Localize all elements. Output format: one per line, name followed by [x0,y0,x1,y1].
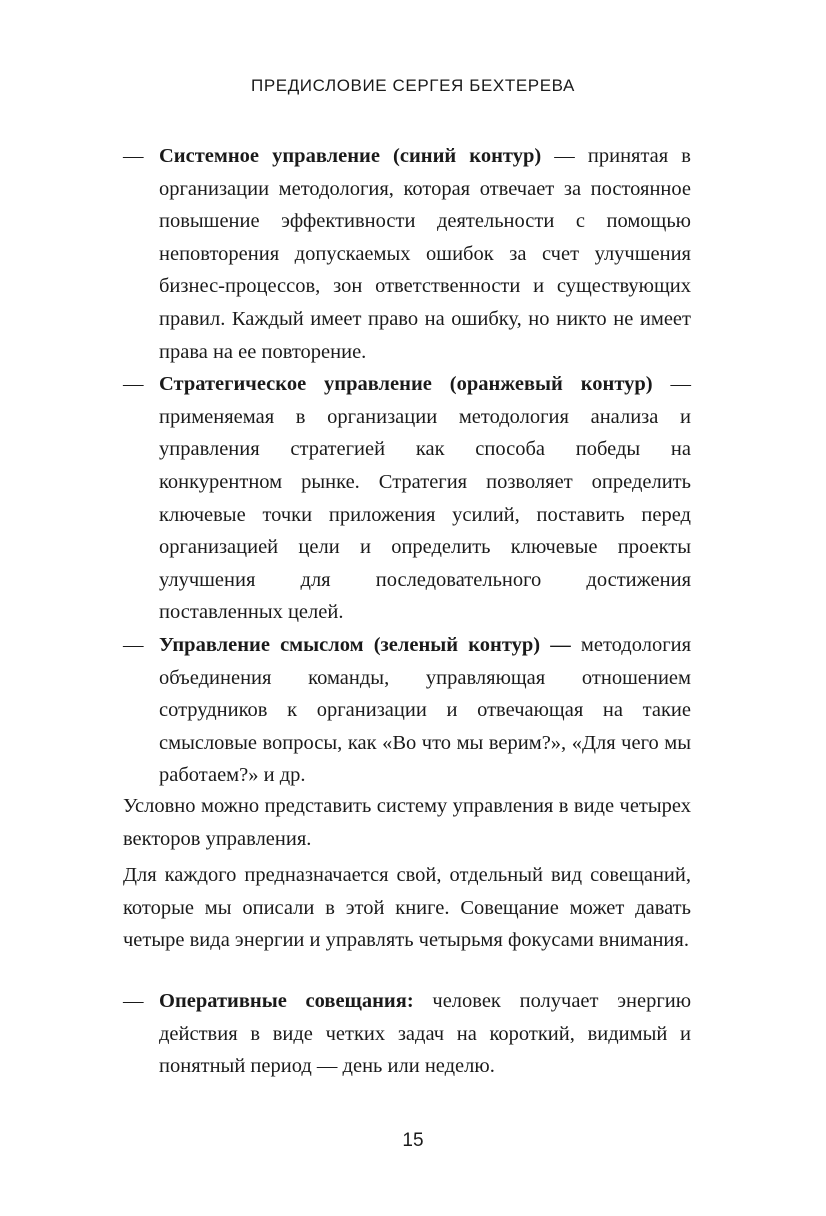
body-paragraphs [123,790,691,957]
paragraph: Для каждого предназначается свой, отдельный вид совещаний, которые мы описали в этой книге. Совещание может давать четыре вида энергии и управлять четырьмя фокусами внимания. [123,864,691,952]
bullet-text: человек получает энергию действия в виде четких задач на короткий, видимый и понятный период — день или неделю. [159,990,692,1078]
bullet-list-top [123,140,691,792]
bullet-list-bottom [123,985,691,1083]
bullet-text: методология объединения команды, управляющая отношением сотрудников к организации и отвечающая на такие смысловые вопросы, как «Во что мы верим?», «Для чего мы работаем?» и др. [159,633,691,787]
bullet-term: Системное управление (синий контур) [159,145,542,167]
bullet-dash: — [123,373,144,396]
bullet-operational-meetings [123,985,691,1083]
bullet-dash: — [123,145,144,167]
bullet-system-management [123,140,691,368]
bullet-term: Оперативные совещания: [159,990,414,1012]
running-head: ПРЕДИСЛОВИЕ СЕРГЕЯ БЕХТЕРЕВА [251,76,575,95]
bullet-meaning-management [123,629,691,792]
bullet-term: Управление смыслом (зеленый контур) — [159,633,571,656]
paragraph: Условно можно представить систему управления в виде четырех векторов управления. [123,795,691,850]
page-number: 15 [402,1130,424,1151]
bullet-dash: — [123,990,144,1012]
bullet-dash: — [123,633,144,656]
bullet-text: — принятая в организации методология, которая отвечает за постоянное повышение эффективности деятельности с помощью неповторения допускаемых ошибок за счет улучшения бизнес-процессов, зон ответственности и существующих правил. Каждый имеет право на ошибку, но никто не имеет права на ее повторение. [159,145,691,363]
bullet-text: — применяемая в организации методология анализа и управления стратегией как способа победы на конкурентном рынке. Стратегия позволяет определить ключевые точки приложения усилий, поставить перед организацией цели и определить ключевые проекты улучшения для последовательного достижения поставленных целей. [159,373,691,624]
bullet-term: Стратегическое управление (оранжевый контур) [159,373,653,396]
bullet-strategic-management [123,368,691,629]
